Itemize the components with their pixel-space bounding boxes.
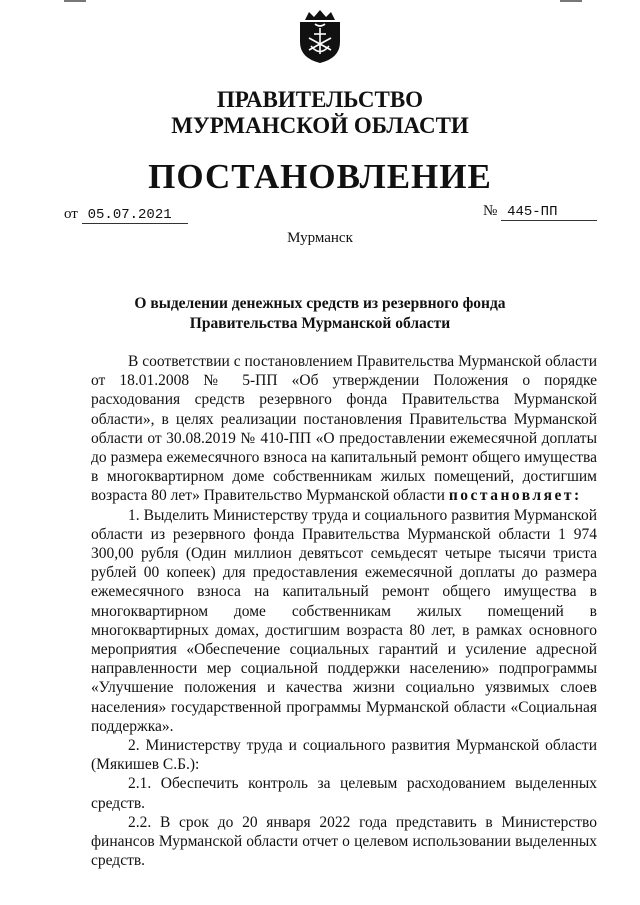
subject-line2: Правительства Мурманской области: [189, 315, 451, 332]
document-date: 05.07.2021: [82, 207, 188, 224]
coat-of-arms-icon: [297, 8, 343, 64]
crop-mark-right: [560, 0, 582, 2]
item-2: 2. Министерству труда и социального развития Мурманской области (Мякишев С.Б.):: [91, 737, 597, 774]
preamble-text: В соответствии с постановлением Правительства Мурманской области от 18.01.2008 № 5-ПП «Об утверждении Положения о порядке расходования средств резервного фонда Правительства Мурманской области», в целях реализации постановления Правительства Мурманской области от 30.08.2019 № 410-ПП «О предоставлении ежемесячной доплаты до размера ежемесячного взноса на капитальный ремонт общего имущества в многоквартирном доме собственникам жилых помещений, достигшим возраста 80 лет» Правительство Мурманской области: [91, 353, 597, 505]
preamble-paragraph: [91, 352, 597, 506]
org-name-line1: ПРАВИТЕЛЬСТВО: [216, 87, 424, 112]
city: Мурманск: [287, 230, 353, 246]
crop-mark-left: [64, 0, 86, 2]
document-subject: [0, 294, 640, 334]
document-number: 445-ПП: [501, 204, 597, 221]
date-row: [64, 206, 188, 224]
subject-line1: О выделении денежных средств из резервного фонда: [134, 295, 506, 312]
org-name-line2: МУРМАНСКОЙ ОБЛАСТИ: [171, 113, 469, 138]
item-1: 1. Выделить Министерству труда и социального развития Мурманской области из резервного фонда Правительства Мурманской области 1 974 300,00 рубля (Один миллион девятьсот семьдесят четыре тысячи триста рублей 00 копеек) для предоставления ежемесячной доплаты до размера ежемесячного взноса на капитальный ремонт общего имущества в многоквартирном доме собственникам жилых помещений в многоквартирных домах, достигшим возраста 80 лет, в рамках основного мероприятия «Обеспечение социальных гарантий и усиление адресной направленности мер социальной поддержки населению» подпрограммы «Улучшение положения и качества жизни социально уязвимых слоев населения» государственной программы Мурманской области «Социальная поддержка».: [91, 506, 597, 735]
item-2-1: 2.1. Обеспечить контроль за целевым расходованием выделенных средств.: [91, 775, 597, 812]
number-prefix: №: [483, 203, 498, 219]
number-row: [483, 203, 597, 221]
item-2-2: 2.2. В срок до 20 января 2022 года представить в Министерство финансов Мурманской области отчет о целевом использовании выделенных средств.: [91, 813, 597, 870]
resolves-word: постановляет:: [448, 487, 582, 505]
document-body: [91, 352, 597, 870]
date-prefix: от: [64, 206, 78, 222]
document-type: ПОСТАНОВЛЕНИЕ: [148, 157, 492, 196]
